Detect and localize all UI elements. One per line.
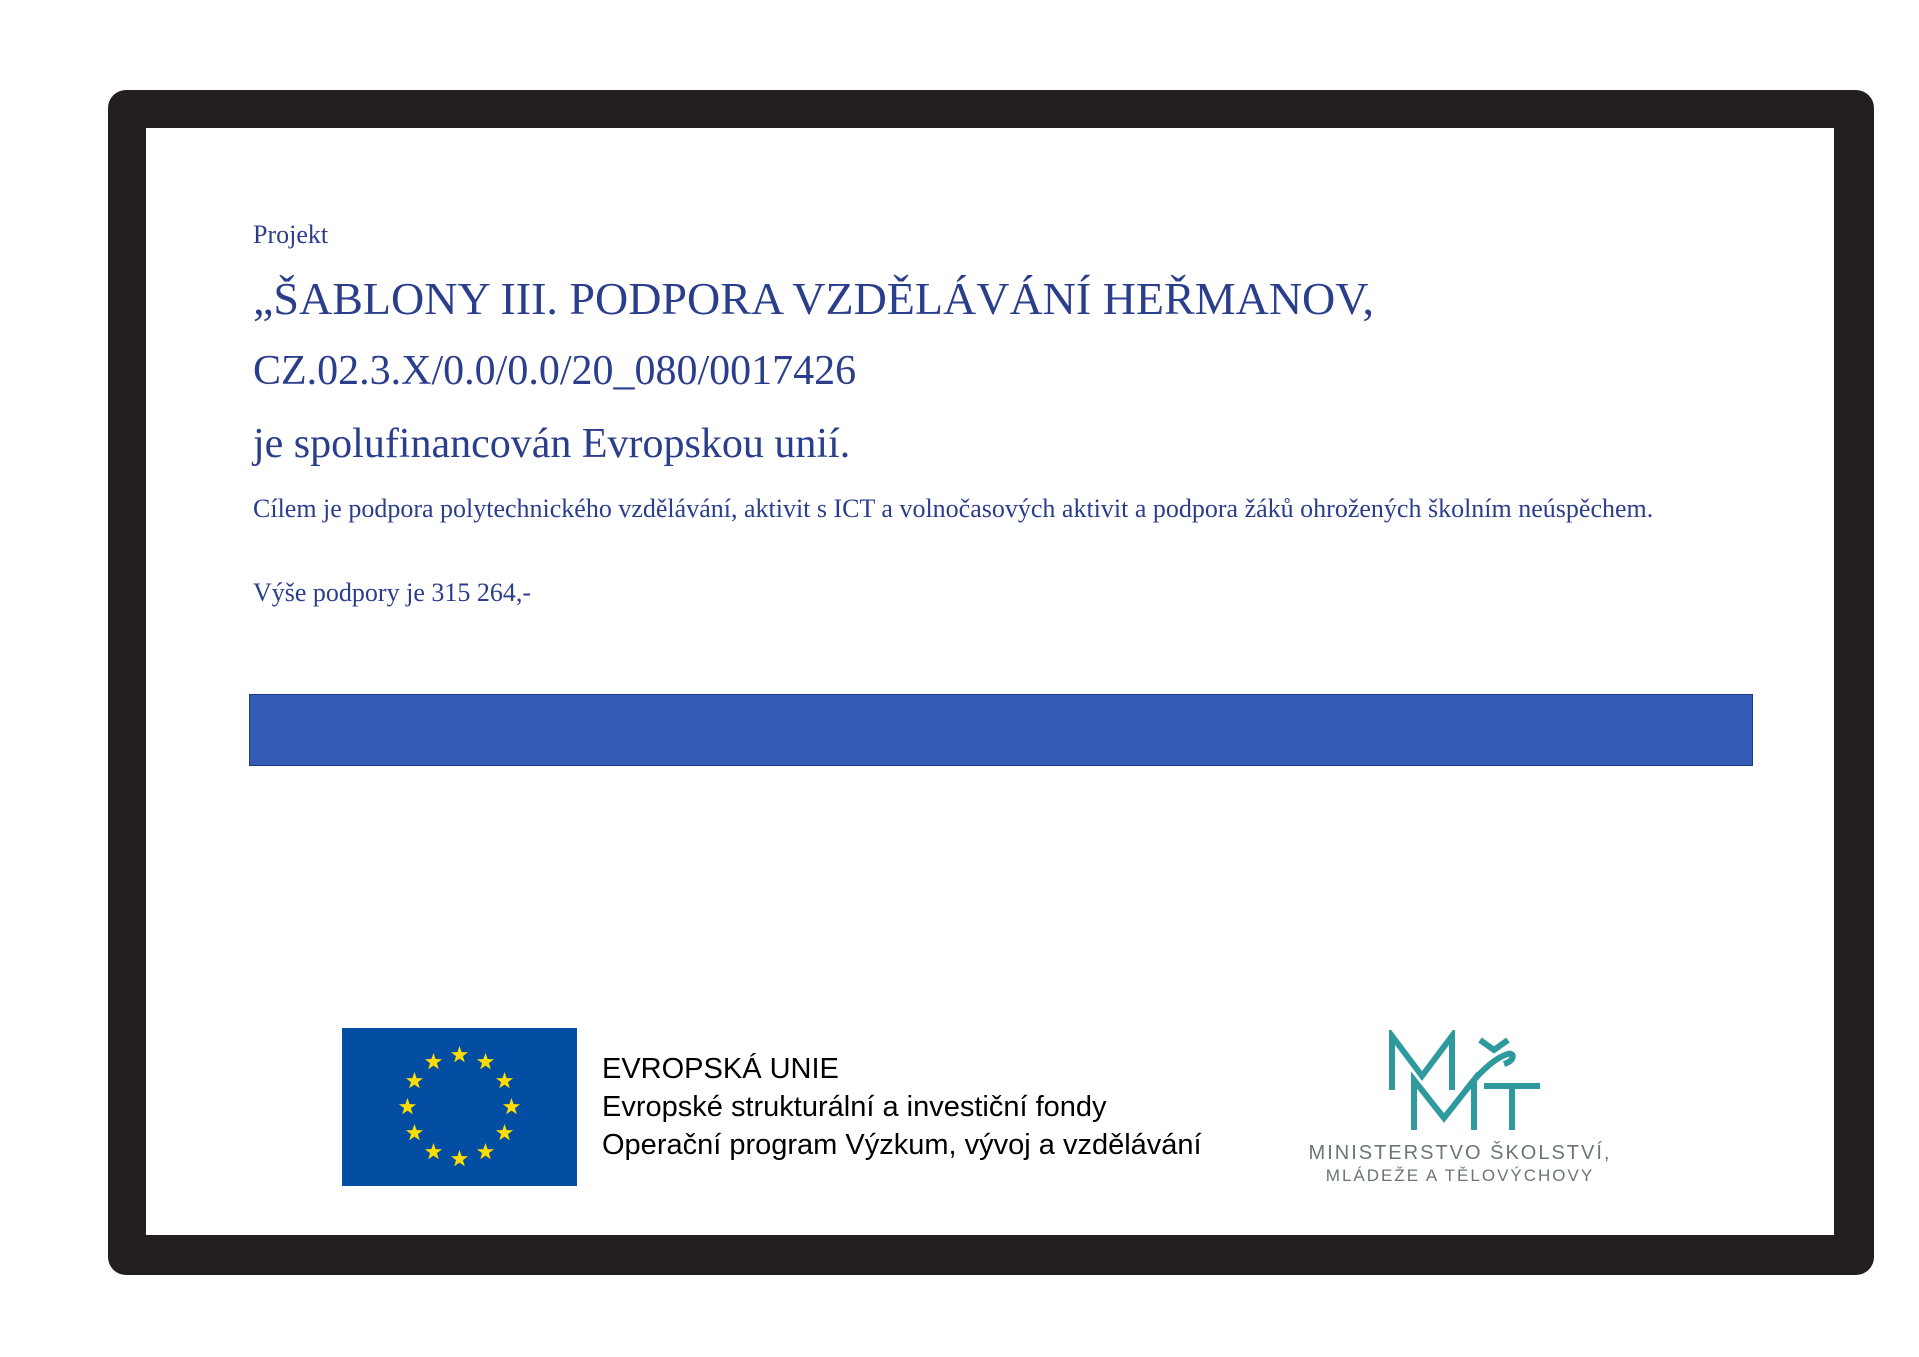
msmt-letter-m1	[1392, 1036, 1452, 1090]
msmt-name-line1: MINISTERSTVO ŠKOLSTVÍ,	[1308, 1142, 1612, 1164]
eu-name: EVROPSKÁ UNIE	[602, 1053, 839, 1085]
msmt-logo-icon	[1384, 1030, 1544, 1135]
msmt-hacek	[1480, 1040, 1508, 1050]
project-title: „ŠABLONY III. PODPORA VZDĚLÁVÁNÍ HEŘMANOV,	[253, 273, 1375, 324]
eu-funds: Evropské strukturální a investiční fondy	[602, 1091, 1107, 1123]
blue-divider-bar	[249, 694, 1753, 766]
eu-text-block	[602, 1050, 1202, 1164]
msmt-logo	[1300, 1030, 1620, 1190]
project-code: CZ.02.3.X/0.0/0.0/20_080/0017426	[253, 348, 857, 394]
msmt-name-line2: MLÁDEŽE A TĚLOVÝCHOVY	[1325, 1166, 1595, 1185]
project-label: Projekt	[253, 220, 329, 249]
eu-flag-icon	[342, 1028, 577, 1186]
cofinancing-statement: je spolufinancován Evropskou unií.	[253, 421, 851, 467]
eu-programme: Operační program Výzkum, vývoj a vzdělávání	[602, 1129, 1202, 1161]
msmt-letter-t	[1484, 1086, 1540, 1130]
project-goal: Cílem je podpora polytechnického vzdělávání, aktivit s ICT a volnočasových aktivit a podpora žáků ohrožených školním neúspěchem.	[253, 494, 1654, 523]
msmt-letter-m2	[1414, 1080, 1474, 1130]
support-amount: Výše podpory je 315 264,-	[253, 578, 532, 607]
